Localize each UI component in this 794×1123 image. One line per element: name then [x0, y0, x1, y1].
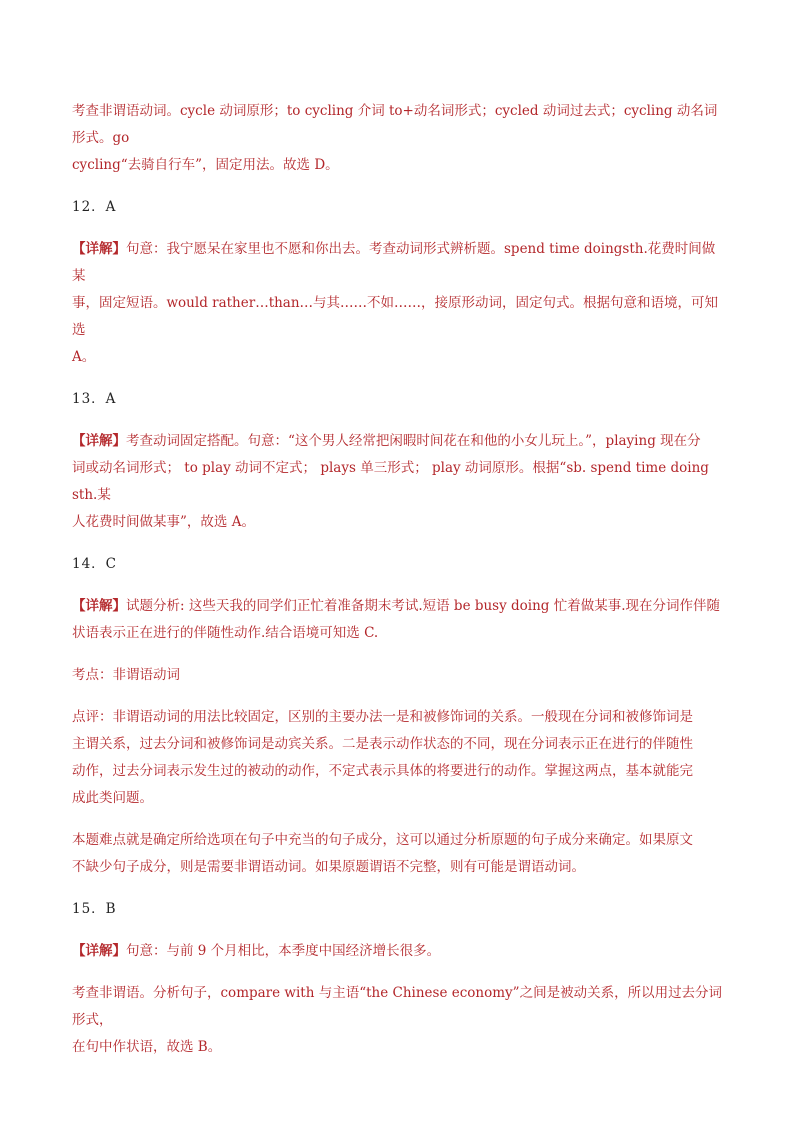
q13-answer: 13．A [72, 391, 117, 407]
q14-dianping [72, 704, 724, 812]
q13-line-1-text: 考查动词固定搭配。句意：“这个男人经常把闲暇时间花在和他的小女儿玩上。”，playing 现在分 [126, 433, 701, 449]
q15-line-2: 考查非谓语。分析句子，compare with 与主语“the Chinese economy”之间是被动关系，所以用过去分词形式， [72, 985, 723, 1028]
q14-answer: 14．C [72, 556, 118, 572]
q12-answer: 12．A [72, 199, 117, 215]
q15-answer: 15．B [72, 901, 117, 917]
q15-analysis [72, 980, 724, 1061]
q13-line-2: 词或动名词形式； to play 动词不定式； plays 单三形式； play 动词原形。根据“sb. spend time doing sth.某 [72, 460, 709, 503]
q12-line-1-text: 句意：我宁愿呆在家里也不愿和你出去。考查动词形式辨析题。spend time doingsth.花费时间做某 [72, 241, 716, 284]
q13-explanation [72, 428, 724, 536]
q15-line-1-text: 句意：与前 9 个月相比，本季度中国经济增长很多。 [126, 943, 441, 959]
q15-line-3: 在句中作状语，故选 B。 [72, 1039, 222, 1055]
detail-tag: 【详解】 [72, 598, 126, 614]
intro-line-2: cycling“去骑自行车”，固定用法。故选 D。 [72, 157, 339, 173]
q14-line-2: 状语表示正在进行的伴随性动作.结合语境可知选 C. [72, 625, 379, 641]
nandian-line-2: 不缺少句子成分，则是需要非谓语动词。如果原题谓语不完整，则有可能是谓语动词。 [72, 859, 585, 875]
q12-line-1 [72, 236, 724, 290]
q14-explanation [72, 593, 724, 647]
dianping-line-3: 动作，过去分词表示发生过的被动的动作，不定式表示具体的将要进行的动作。掌握这两点，基本就能完 [72, 763, 693, 779]
q13-line-3: 人花费时间做某事”，故选 A。 [72, 514, 255, 530]
q12-line-2: 事，固定短语。would rather…than…与其……不如……，接原形动词，固定句式。根据句意和语境，可知选 [72, 295, 719, 338]
q12-line-3: A。 [72, 349, 96, 365]
nandian-line-1: 本题难点就是确定所给选项在句子中充当的句子成分，这可以通过分析原题的句子成分来确定。如果原文 [72, 832, 693, 848]
detail-tag: 【详解】 [72, 433, 126, 449]
dianping-line-1: 点评：非谓语动词的用法比较固定，区别的主要办法一是和被修饰词的关系。一般现在分词和被修饰词是 [72, 709, 693, 725]
intro-line-1: 考查非谓语动词。cycle 动词原形；to cycling 介词 to+动名词形式；cycled 动词过去式；cycling 动名词形式。go [72, 103, 718, 146]
q14-line-1-text: 试题分析: 这些天我的同学们正忙着准备期末考试.短语 be busy doing 忙着做某事.现在分词作伴随 [126, 598, 721, 614]
q13-line-1 [72, 428, 724, 455]
q14-kaodian: 考点：非谓语动词 [72, 667, 180, 683]
intro-explanation [72, 98, 724, 179]
q14-nandian [72, 827, 724, 881]
detail-tag: 【详解】 [72, 241, 126, 257]
detail-tag: 【详解】 [72, 943, 126, 959]
answer-explanations-page [72, 98, 724, 1076]
dianping-line-2: 主谓关系，过去分词和被修饰词是动宾关系。二是表示动作状态的不同，现在分词表示正在进行的伴随性 [72, 736, 693, 752]
q15-line-1 [72, 938, 724, 965]
q14-line-1 [72, 593, 724, 620]
dianping-line-4: 成此类问题。 [72, 790, 153, 806]
q12-explanation [72, 236, 724, 371]
q15-explanation [72, 938, 724, 965]
